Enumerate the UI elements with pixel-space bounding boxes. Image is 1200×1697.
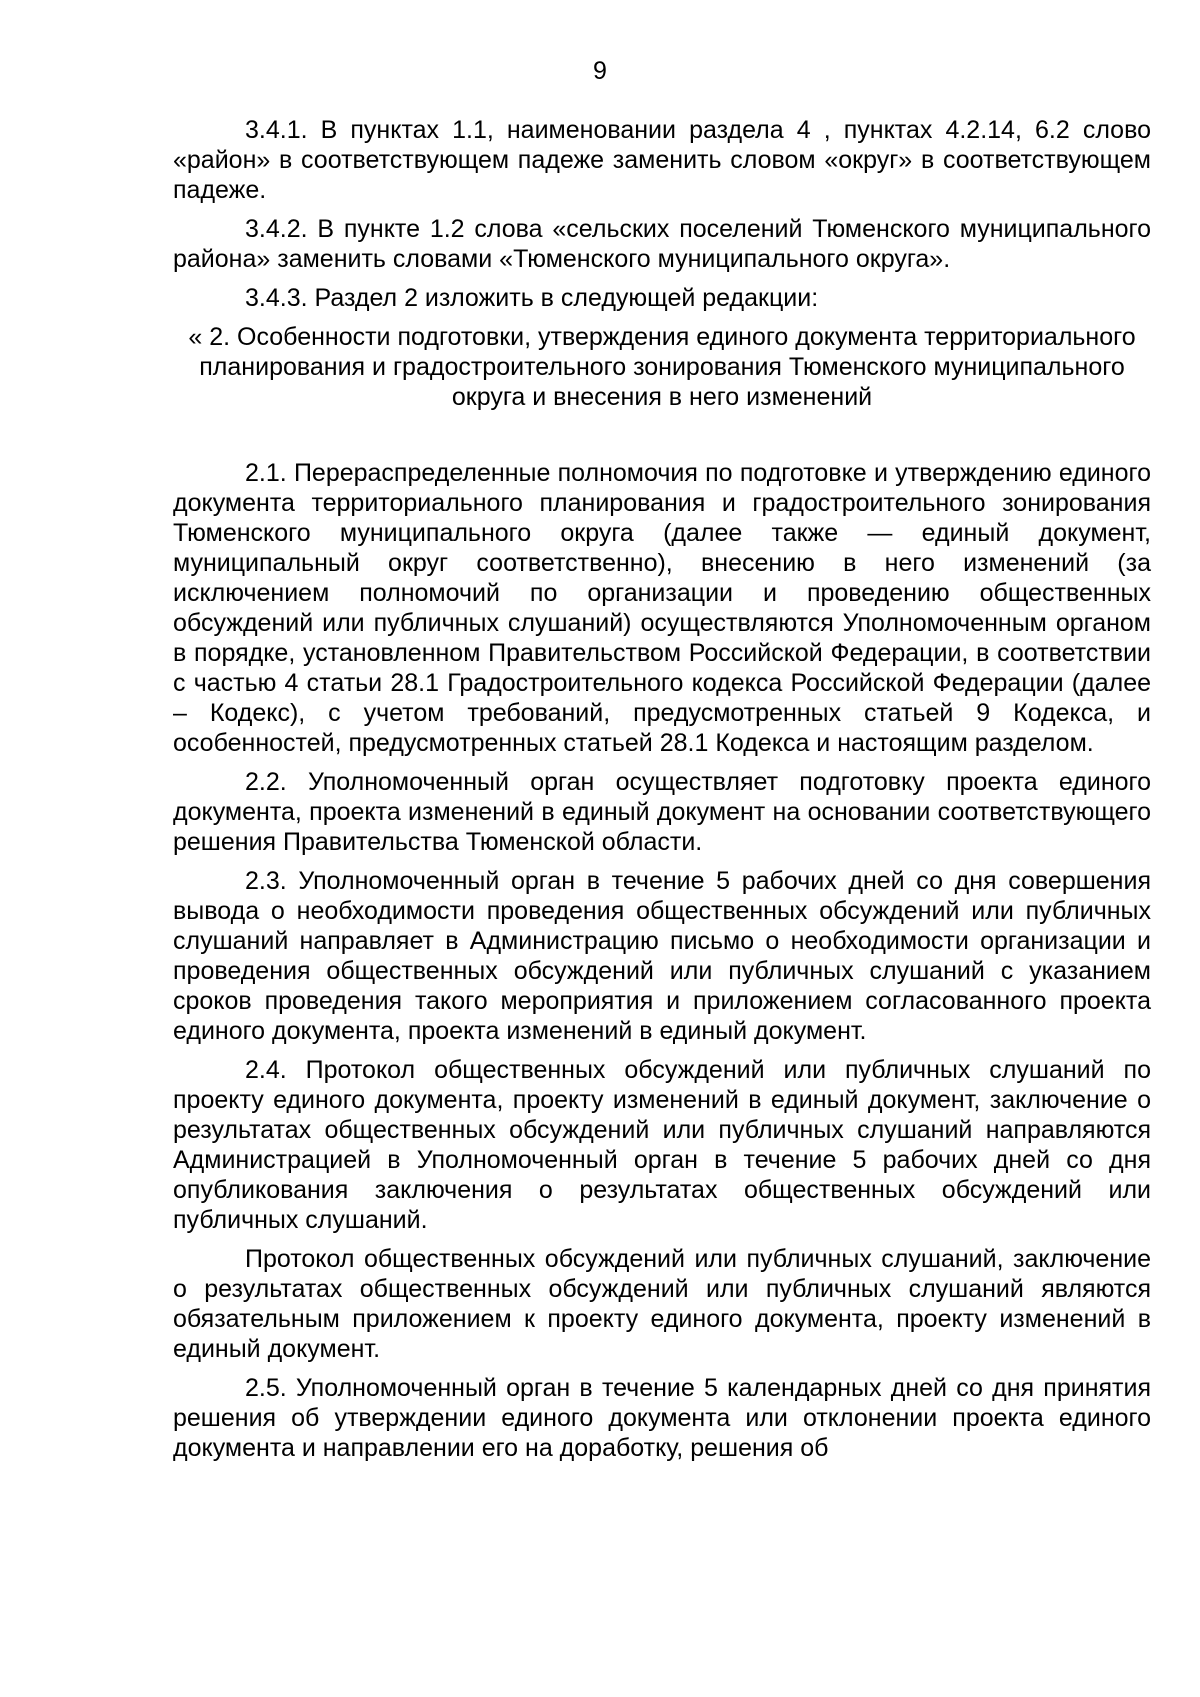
paragraph-2-1: 2.1. Перераспределенные полномочия по подготовке и утверждению единого документа территориального планирования и градостроительного зонирования Тюменского муниципального округа (далее также — единый документ, муниципальный округ соответственно), внесению в него изменений (за исключением полномочий по организации и проведению общественных обсуждений или публичных слушаний) осуществляются Уполномоченным органом в порядке, установленном Правительством Российской Федерации, в соответствии с частью 4 статьи 28.1 Градостроительного кодекса Российской Федерации (далее – Кодекс), с учетом требований, предусмотренных статьей 9 Кодекса, и особенностей, предусмотренных статьей 28.1 Кодекса и настоящим разделом. [173,459,1151,757]
paragraph-3-4-1: 3.4.1. В пунктах 1.1, наименовании раздела 4 , пунктах 4.2.14, 6.2 слово «район» в соответствующем падеже заменить словом «округ» в соответствующем падеже. [173,116,1151,204]
paragraph-2-2: 2.2. Уполномоченный орган осуществляет подготовку проекта единого документа, проекта изменений в единый документ на основании соответствующего решения Правительства Тюменской области. [173,768,1151,856]
paragraph-2-3: 2.3. Уполномоченный орган в течение 5 рабочих дней со дня совершения вывода о необходимости проведения общественных обсуждений или публичных слушаний направляет в Администрацию письмо о необходимости организации и проведения общественных обсуждений или публичных слушаний с указанием сроков проведения такого мероприятия и приложением согласованного проекта единого документа, проекта изменений в единый документ. [173,867,1151,1045]
paragraph-2-4-continued: Протокол общественных обсуждений или публичных слушаний, заключение о результатах общественных обсуждений или публичных слушаний являются обязательным приложением к проекту единого документа, проекту изменений в единый документ. [173,1245,1151,1363]
paragraph-3-4-3: 3.4.3. Раздел 2 изложить в следующей редакции: [245,284,819,312]
paragraph-2-4: 2.4. Протокол общественных обсуждений или публичных слушаний по проекту единого документа, проекту изменений в единый документ, заключение о результатах общественных обсуждений или публичных слушаний направляются Администрацией в Уполномоченный орган в течение 5 рабочих дней со дня опубликования заключения о результатах общественных обсуждений или публичных слушаний. [173,1056,1151,1234]
document-body [173,115,1151,1472]
paragraph-2-5: 2.5. Уполномоченный орган в течение 5 календарных дней со дня принятия решения об утверждении единого документа или отклонении проекта единого документа и направлении его на доработку, решения об [173,1374,1151,1462]
page-number: 9 [593,57,607,85]
section-heading: « 2. Особенности подготовки, утверждения единого документа территориального планирования и градостроительного зонирования Тюменского муниципального округа и внесения в него изменений [188,323,1136,411]
paragraph-3-4-2: 3.4.2. В пункте 1.2 слова «сельских поселений Тюменского муниципального района» заменить словами «Тюменского муниципального округа». [173,215,1151,273]
